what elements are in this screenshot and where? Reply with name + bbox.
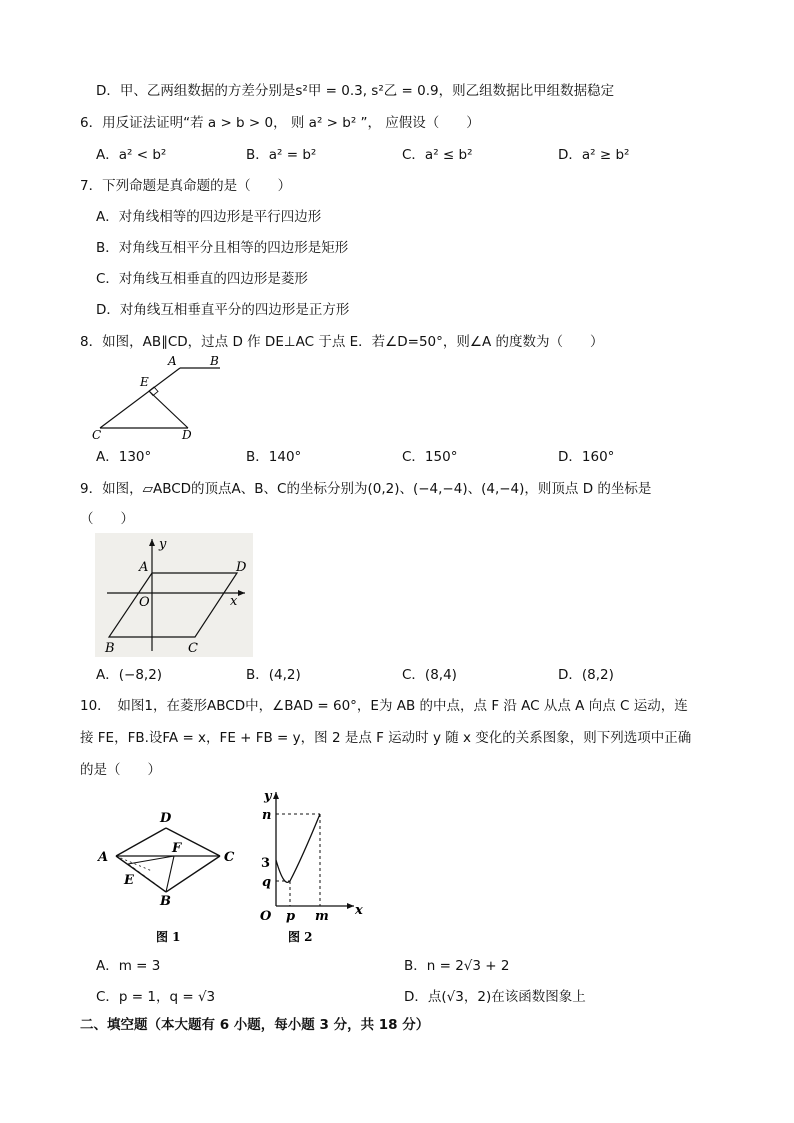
q8-figure — [88, 352, 228, 444]
q10-fig1-caption: 图 1 — [156, 930, 181, 944]
q10-fig2-label-n: n — [262, 808, 272, 823]
q6-option-c: C．a² ≤ b² — [402, 147, 473, 163]
q8-option-b: B．140° — [246, 449, 302, 465]
q9-label-b: B — [105, 641, 115, 656]
q9-option-c: C．(8,4) — [402, 667, 457, 683]
q9-label-y: y — [159, 537, 167, 552]
q10-fig2-caption: 图 2 — [288, 930, 313, 944]
q10-option-a: A．m = 3 — [96, 958, 161, 974]
q7-option-b: B．对角线互相平分且相等的四边形是矩形 — [96, 240, 349, 256]
q10-fig2-label-m: m — [315, 909, 329, 924]
q7-stem: 7．下列命题是真命题的是（ ） — [80, 178, 292, 194]
q10-option-b: B．n = 2√3 + 2 — [404, 958, 510, 974]
q7-option-c: C．对角线互相垂直的四边形是菱形 — [96, 271, 308, 287]
q8-option-c: C．150° — [402, 449, 458, 465]
q7-option-a: A．对角线相等的四边形是平行四边形 — [96, 209, 322, 225]
q9-figure — [95, 533, 253, 657]
q10-fig1-label-d: D — [160, 811, 172, 826]
q8-label-b: B — [210, 354, 219, 368]
q10-option-d: D．点(√3，2)在该函数图象上 — [404, 989, 586, 1005]
q8-label-d: D — [182, 428, 192, 442]
q10-fig2-label-x: x — [355, 903, 363, 918]
q9-stem: 9．如图，▱ABCD的顶点A、B、C的坐标分别为(0,2)、(−4,−4)、(4,−4)，则顶点 D 的坐标是 — [80, 481, 652, 497]
q10-fig1-label-e: E — [124, 873, 134, 888]
q9-option-d: D．(8,2) — [558, 667, 614, 683]
q8-option-d: D．160° — [558, 449, 615, 465]
q5-option-d: D．甲、乙两组数据的方差分别是s²甲 = 0.3, s²乙 = 0.9，则乙组数据比甲组数据稳定 — [96, 83, 615, 99]
q10-stem-line2: 接 FE，FB.设FA = x，FE + FB = y，图 2 是点 F 运动时 y 随 x 变化的关系图象，则下列选项中正确 — [80, 730, 692, 746]
q9-label-d: D — [236, 560, 247, 575]
q9-label-x: x — [230, 594, 238, 609]
q6-option-b: B．a² = b² — [246, 147, 317, 163]
q10-stem-line1: 10． 如图1，在菱形ABCD中，∠BAD = 60°，E为 AB 的中点，点 F 沿 AC 从点 A 向点 C 运动，连 — [80, 698, 688, 714]
q8-option-a: A．130° — [96, 449, 152, 465]
q9-label-a: A — [139, 560, 149, 575]
q10-fig2-label-3: 3 — [261, 856, 271, 871]
q10-fig2-label-p: p — [286, 909, 296, 924]
q6-stem: 6．用反证法证明“若 a > b > 0， 则 a² > b² ”， 应假设（ ） — [80, 115, 480, 131]
q10-option-c: C．p = 1，q = √3 — [96, 989, 216, 1005]
q10-figure-2 — [254, 786, 370, 946]
q9-option-a: A．(−8,2) — [96, 667, 163, 683]
q10-fig2-label-q: q — [262, 875, 272, 890]
q8-stem: 8．如图，AB∥CD，过点 D 作 DE⊥AC 于点 E．若∠D=50°，则∠A 的度数为（ ） — [80, 334, 604, 350]
q6-option-a: A．a² < b² — [96, 147, 167, 163]
q10-fig1-label-b: B — [160, 894, 171, 909]
q10-fig2-label-y: y — [264, 789, 272, 804]
q10-figure-1 — [94, 804, 244, 944]
q9-label-o: O — [139, 595, 150, 610]
q8-label-a: A — [168, 354, 177, 368]
q10-fig1-label-f: F — [172, 841, 182, 856]
q10-fig1-label-a: A — [98, 850, 109, 865]
q10-fig1-label-c: C — [224, 850, 235, 865]
section2-heading: 二、填空题（本大题有 6 小题，每小题 3 分，共 18 分） — [80, 1017, 430, 1033]
q8-label-e: E — [140, 375, 149, 389]
q8-label-c: C — [92, 428, 102, 442]
q6-option-d: D．a² ≥ b² — [558, 147, 630, 163]
q9-stem-cont: （ ） — [80, 511, 134, 527]
q7-option-d: D．对角线互相垂直平分的四边形是正方形 — [96, 302, 350, 318]
q9-option-b: B．(4,2) — [246, 667, 301, 683]
q10-fig2-label-o: O — [260, 909, 272, 924]
q10-stem-line3: 的是（ ） — [80, 762, 161, 778]
q9-label-c: C — [188, 641, 198, 656]
